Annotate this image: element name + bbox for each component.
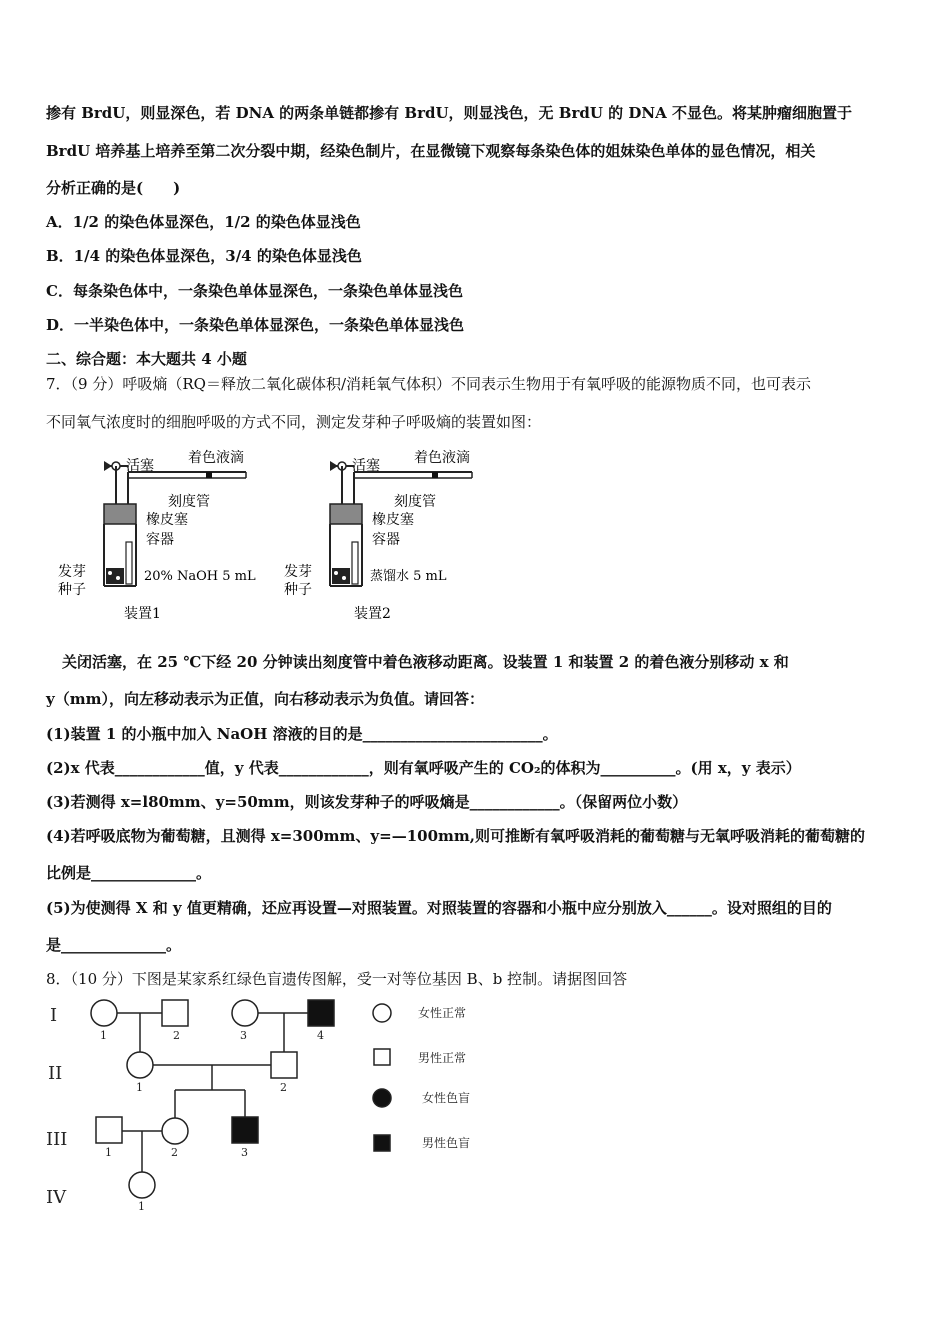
label-stopper-1: 橡皮塞 [146, 512, 188, 528]
pedigree-num-i1: 1 [100, 1029, 107, 1042]
q7-subquestion-3: (3)若测得 x=l80mm、y=50mm，则该发芽种子的呼吸熵是____________。（保留两位小数） [46, 793, 688, 811]
generation-label-iv: IV [46, 1187, 67, 1208]
q6-line-3: 分析正确的是( ) [46, 179, 181, 197]
generation-label-iii: III [46, 1129, 68, 1150]
label-tube-2: 刻度管 [394, 494, 436, 510]
q6-option-c: C．每条染色体中，一条染色单体显深色，一条染色单体显浅色 [46, 282, 463, 300]
respiration-apparatus-figure [56, 446, 496, 626]
pedigree-num-ii2: 2 [280, 1081, 287, 1094]
q6-line-2: BrdU 培养基上培养至第二次分裂中期，经染色制片，在显微镜下观察每条染色体的姐妹染色单体的显色情况，相关 [46, 142, 816, 160]
label-seed-1a: 发芽 [58, 564, 86, 580]
q7-paragraph-2: y（mm），向左移动表示为正值，向右移动表示为负值。请回答： [46, 690, 484, 708]
q7-subquestion-1: (1)装置 1 的小瓶中加入 NaOH 溶液的目的是________________________。 [46, 725, 558, 743]
pedigree-num-i2: 2 [173, 1029, 180, 1042]
pedigree-num-i4: 4 [317, 1029, 324, 1042]
q6-option-b: B．1/4 的染色体显深色，3/4 的染色体显浅色 [46, 247, 362, 265]
label-stopper-2: 橡皮塞 [372, 512, 414, 528]
label-stopcock-2: 活塞 [352, 458, 380, 474]
label-seed-2a: 发芽 [284, 564, 312, 580]
generation-label-i: I [50, 1005, 58, 1026]
device-2 [284, 449, 472, 622]
q8-line-1: 8．（10 分）下图是某家系红绿色盲遗传图解，受一对等位基因 B、b 控制。请据图回答 [46, 970, 628, 988]
label-container-2: 容器 [372, 532, 400, 548]
label-stopcock-1: 活塞 [126, 458, 154, 474]
q7-line-2: 不同氧气浓度时的细胞呼吸的方式不同，测定发芽种子呼吸熵的装置如图： [46, 413, 542, 431]
label-seed-2b: 种子 [284, 582, 312, 598]
label-device-2: 装置2 [354, 606, 391, 622]
pedigree-num-i3: 3 [240, 1029, 247, 1042]
label-device-1: 装置1 [124, 606, 161, 622]
legend-female-normal: 女性正常 [418, 1006, 467, 1020]
pedigree-num-iii1: 1 [105, 1146, 112, 1159]
label-tube-1: 刻度管 [168, 494, 210, 510]
pedigree-num-iv1: 1 [138, 1200, 145, 1213]
q6-line-1: 掺有 BrdU，则显深色，若 DNA 的两条单链都掺有 BrdU，则显浅色，无 BrdU 的 DNA 不显色。将某肿瘤细胞置于 [46, 104, 852, 122]
section-heading: 二、综合题：本大题共 4 小题 [46, 350, 247, 368]
label-container-1: 容器 [146, 532, 174, 548]
pedigree-figure [40, 995, 500, 1225]
q7-subquestion-5b: 是______________。 [46, 936, 182, 954]
q7-subquestion-4a: (4)若呼吸底物为葡萄糖，且测得 x=300mm、y=—100mm,则可推断有氧呼吸消耗的葡萄糖与无氧呼吸消耗的葡萄糖的 [46, 827, 865, 845]
label-droplet-2: 着色液滴 [414, 450, 470, 466]
legend-male-colorblind: 男性色盲 [422, 1136, 471, 1150]
pedigree-num-iii2: 2 [171, 1146, 178, 1159]
pedigree-num-ii1: 1 [136, 1081, 143, 1094]
q6-option-d: D．一半染色体中，一条染色单体显深色，一条染色单体显浅色 [46, 316, 465, 334]
q7-paragraph-1: 关闭活塞，在 25 ℃下经 20 分钟读出刻度管中着色液移动距离。设装置 1 和装置 2 的着色液分别移动 x 和 [62, 653, 789, 671]
q7-line-1: 7．（9 分）呼吸熵（RQ＝释放二氧化碳体积/消耗氧气体积）不同表示生物用于有氧呼吸的能源物质不同，也可表示 [46, 375, 812, 393]
q7-subquestion-2: (2)x 代表____________值，y 代表____________，则有氧呼吸产生的 CO₂的体积为__________。(用 x，y 表示） [46, 759, 801, 777]
q6-option-a: A．1/2 的染色体显深色，1/2 的染色体显浅色 [46, 213, 361, 231]
q7-subquestion-4b: 比例是______________。 [46, 864, 212, 882]
device-1 [58, 449, 256, 622]
legend-male-normal: 男性正常 [418, 1051, 467, 1065]
pedigree-num-iii3: 3 [241, 1146, 248, 1159]
legend-female-colorblind: 女性色盲 [422, 1091, 471, 1105]
generation-label-ii: II [48, 1063, 63, 1084]
label-droplet-1: 着色液滴 [188, 450, 244, 466]
label-solution-2: 蒸馏水 5 mL [370, 569, 447, 584]
q7-subquestion-5a: (5)为使测得 X 和 y 值更精确，还应再设置—对照装置。对照装置的容器和小瓶中应分别放入______。设对照组的目的 [46, 899, 832, 917]
label-solution-1: 20% NaOH 5 mL [144, 569, 256, 584]
label-seed-1b: 种子 [58, 582, 86, 598]
